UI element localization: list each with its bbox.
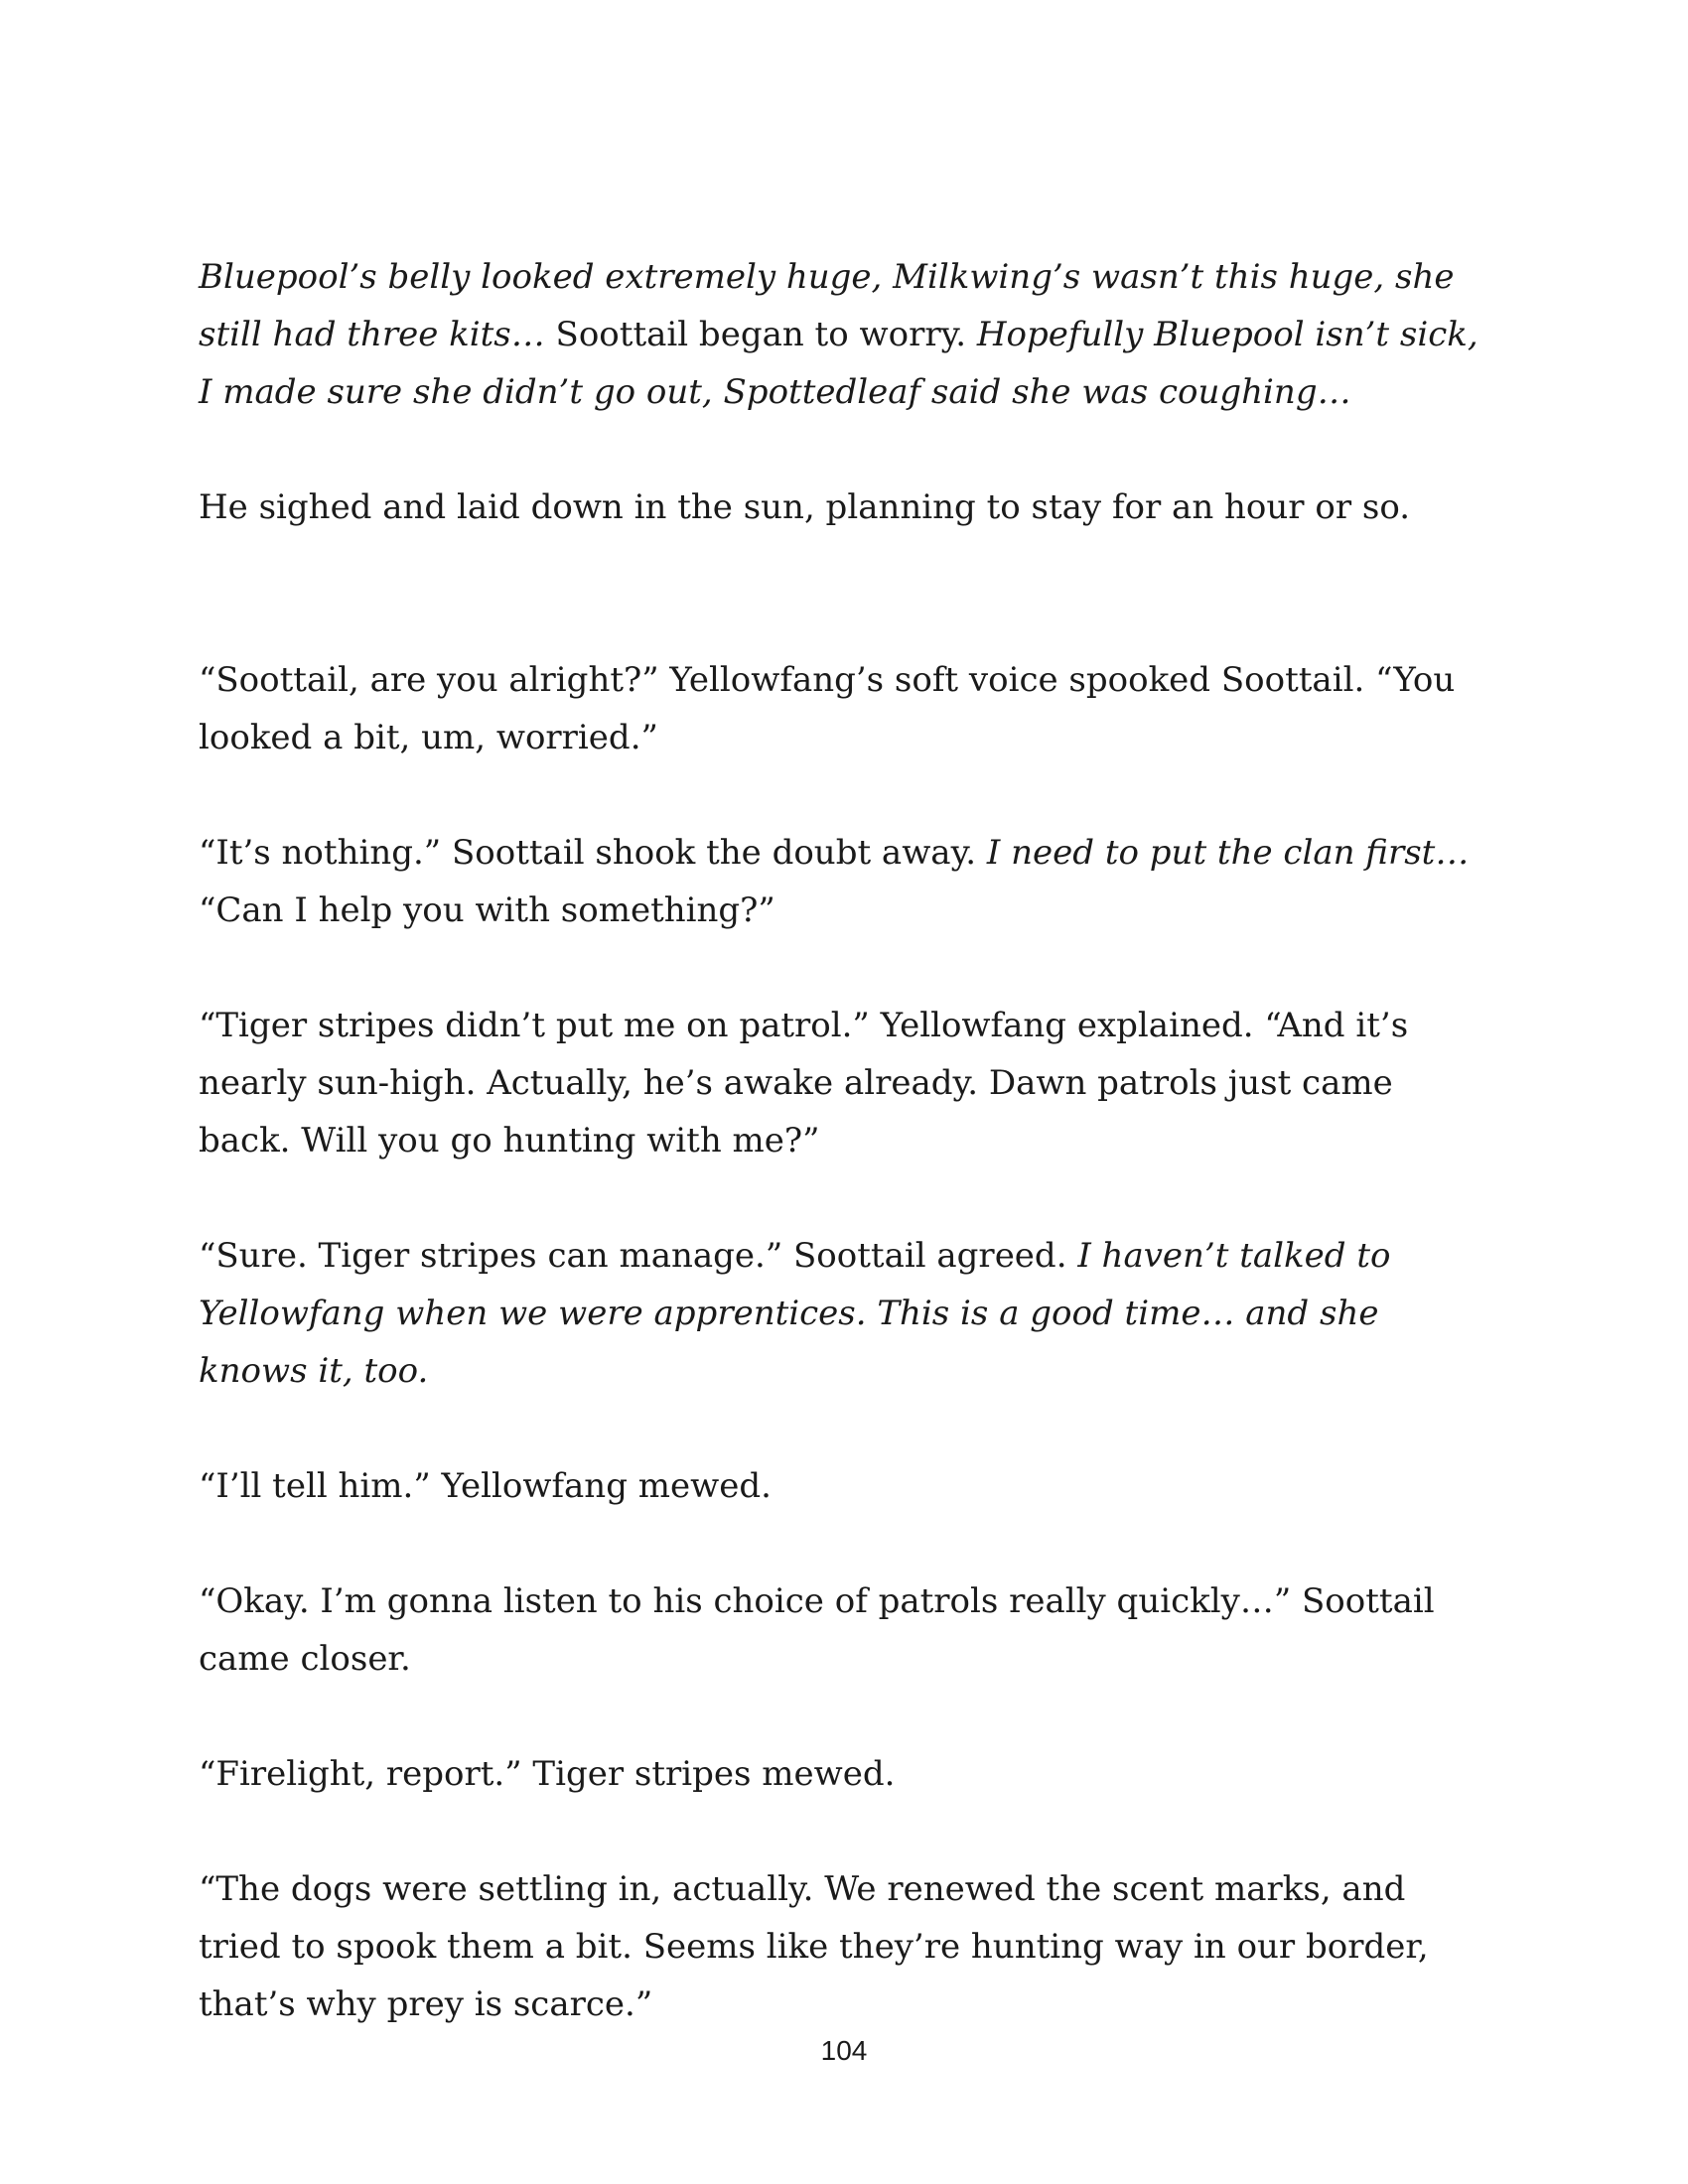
dialogue: “Tiger stripes didn’t put me on patrol.” Yellowfang explained. “And it’s nearly sun-high. Actually, he’s awake already. Dawn patrols just came back. Will you go hunting with me?”	[199, 1006, 1409, 1160]
italic-thought: Hopefully Bluepool isn’t sick, I made sure she didn’t go out, Spottedleaf said she was coughing…	[199, 315, 1478, 412]
narration: He sighed and laid down in the sun, planning to stay for an hour or so.	[199, 487, 1411, 527]
paragraph-2	[199, 478, 1489, 536]
paragraph-7	[199, 1457, 1489, 1515]
italic-thought: I haven’t talked to Yellowfang when we were apprentices. This is a good time… and she knows it, too.	[199, 1236, 1391, 1391]
paragraph-5	[199, 997, 1489, 1169]
dialogue: “Can I help you with something?”	[199, 890, 775, 930]
dialogue: “It’s nothing.” Soottail shook the doubt away.	[199, 833, 987, 873]
paragraph-1	[199, 248, 1489, 421]
paragraph-9	[199, 1745, 1489, 1803]
paragraph-6	[199, 1227, 1489, 1400]
dialogue: “Okay. I’m gonna listen to his choice of patrols really quickly…” Soottail came closer.	[199, 1581, 1435, 1679]
paragraph-3	[199, 651, 1489, 766]
dialogue: “Firelight, report.” Tiger stripes mewed.	[199, 1754, 896, 1794]
paragraph-10	[199, 1860, 1489, 2033]
dialogue: “Sure. Tiger stripes can manage.” Soottail agreed.	[199, 1236, 1078, 1276]
italic-thought: I need to put the clan first…	[986, 833, 1470, 873]
dialogue: “Soottail, are you alright?” Yellowfang’s soft voice spooked Soottail. “You looked a bit, um, worried.”	[199, 660, 1456, 757]
narration: Soottail began to worry.	[555, 315, 977, 354]
page-number: 104	[820, 2035, 868, 2066]
dialogue: “The dogs were settling in, actually. We renewed the scent marks, and tried to spook them a bit. Seems like they’re hunting way in our border, that’s why prey is scarce.”	[199, 1869, 1429, 2024]
dialogue: “I’ll tell him.” Yellowfang mewed.	[199, 1466, 772, 1506]
paragraph-4	[199, 824, 1489, 939]
body-text	[199, 248, 1489, 2033]
italic-thought: Bluepool’s belly looked extremely huge, Milkwing’s wasn’t this huge, she still had three kits…	[199, 257, 1455, 354]
paragraph-8	[199, 1572, 1489, 1688]
